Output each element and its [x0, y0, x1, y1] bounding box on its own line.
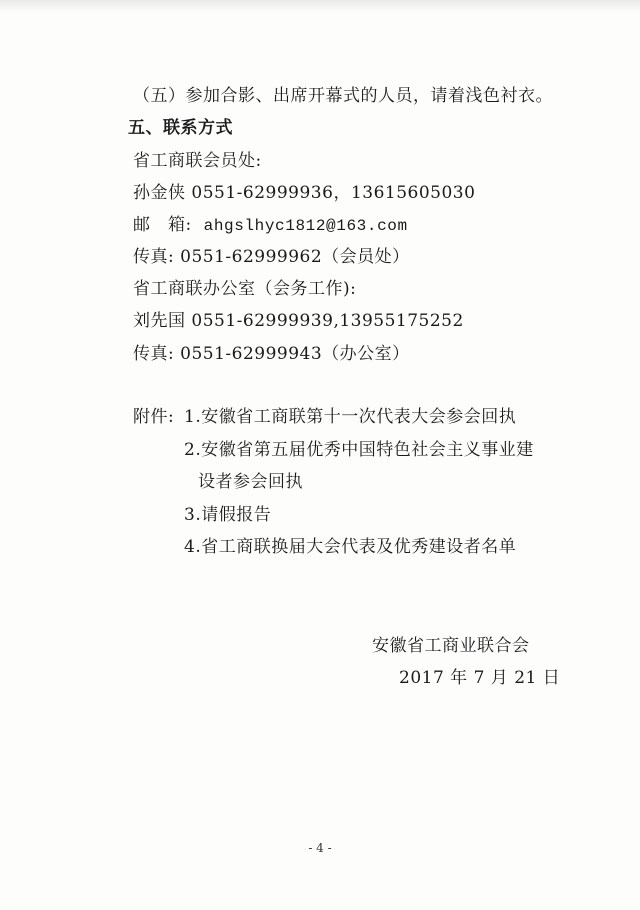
email-row: [133, 214, 408, 237]
attachment-item-2: 2.安徽省第五届优秀中国特色社会主义事业建: [184, 440, 534, 460]
issue-date: 2017 年 7 月 21 日: [399, 668, 561, 688]
member-dept-label: 省工商联会员处:: [133, 151, 262, 171]
office-dept-label: 省工商联办公室（会务工作):: [133, 279, 357, 299]
scan-top-edge: [0, 0, 640, 12]
contact-section-heading: 五、联系方式: [128, 118, 233, 138]
fax-office: 传真: 0551-62999943（办公室）: [133, 344, 410, 364]
dress-code-item: （五）参加合影、出席开幕式的人员，请着浅色衬衣。: [133, 86, 553, 106]
attachment-item-1: 1.安徽省工商联第十一次代表大会参会回执: [184, 407, 517, 427]
contact-person-1: 孙金侠 0551-62999936，13615605030: [133, 183, 476, 203]
contact-person-2: 刘先国 0551-62999939,13955175252: [133, 311, 464, 331]
page-number: - 4 -: [308, 841, 332, 855]
email-label: 邮 箱:: [133, 215, 192, 235]
attachments-label: 附件:: [133, 407, 175, 427]
issuing-organization: 安徽省工商业联合会: [372, 636, 530, 656]
email-value: ahgslhyc1812@163.com: [203, 217, 408, 235]
fax-member-dept: 传真: 0551-62999962（会员处）: [133, 247, 410, 267]
attachment-item-3: 3.请假报告: [184, 505, 272, 525]
attachment-item-2-continued: 设者参会回执: [198, 472, 303, 492]
attachment-item-4: 4.省工商联换届大会代表及优秀建设者名单: [184, 537, 517, 557]
